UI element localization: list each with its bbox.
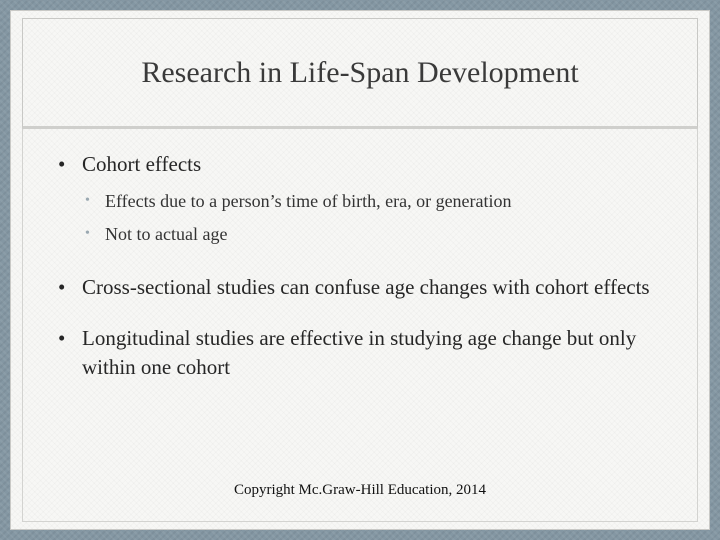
bullet-text: Longitudinal studies are effective in studying age change but only within one cohort — [82, 326, 637, 379]
subbullet-text: Not to actual age — [105, 224, 228, 244]
subbullet-time-of-birth — [85, 189, 688, 213]
subbullet-text: Effects due to a person’s time of birth, era, or generation — [105, 191, 512, 211]
bullet-text: Cohort effects — [82, 152, 202, 176]
subbullet-marker: • — [85, 226, 90, 241]
subbullet-marker: • — [85, 193, 90, 208]
subbullet-not-actual-age — [85, 222, 688, 246]
bullet-cross-sectional — [58, 273, 688, 302]
copyright-footer: Copyright Mc.Graw-Hill Education, 2014 — [233, 482, 487, 498]
bullet-marker: • — [58, 275, 66, 299]
bullet-longitudinal — [58, 324, 688, 382]
bullet-text: Cross-sectional studies can confuse age changes with cohort effects — [82, 275, 650, 299]
slide-content — [58, 150, 688, 382]
bullet-cohort-effects — [58, 150, 688, 179]
slide-title: Research in Life-Span Development — [141, 55, 579, 89]
bullet-marker: • — [58, 326, 66, 350]
bullet-marker: • — [58, 152, 66, 176]
title-box — [22, 18, 698, 129]
